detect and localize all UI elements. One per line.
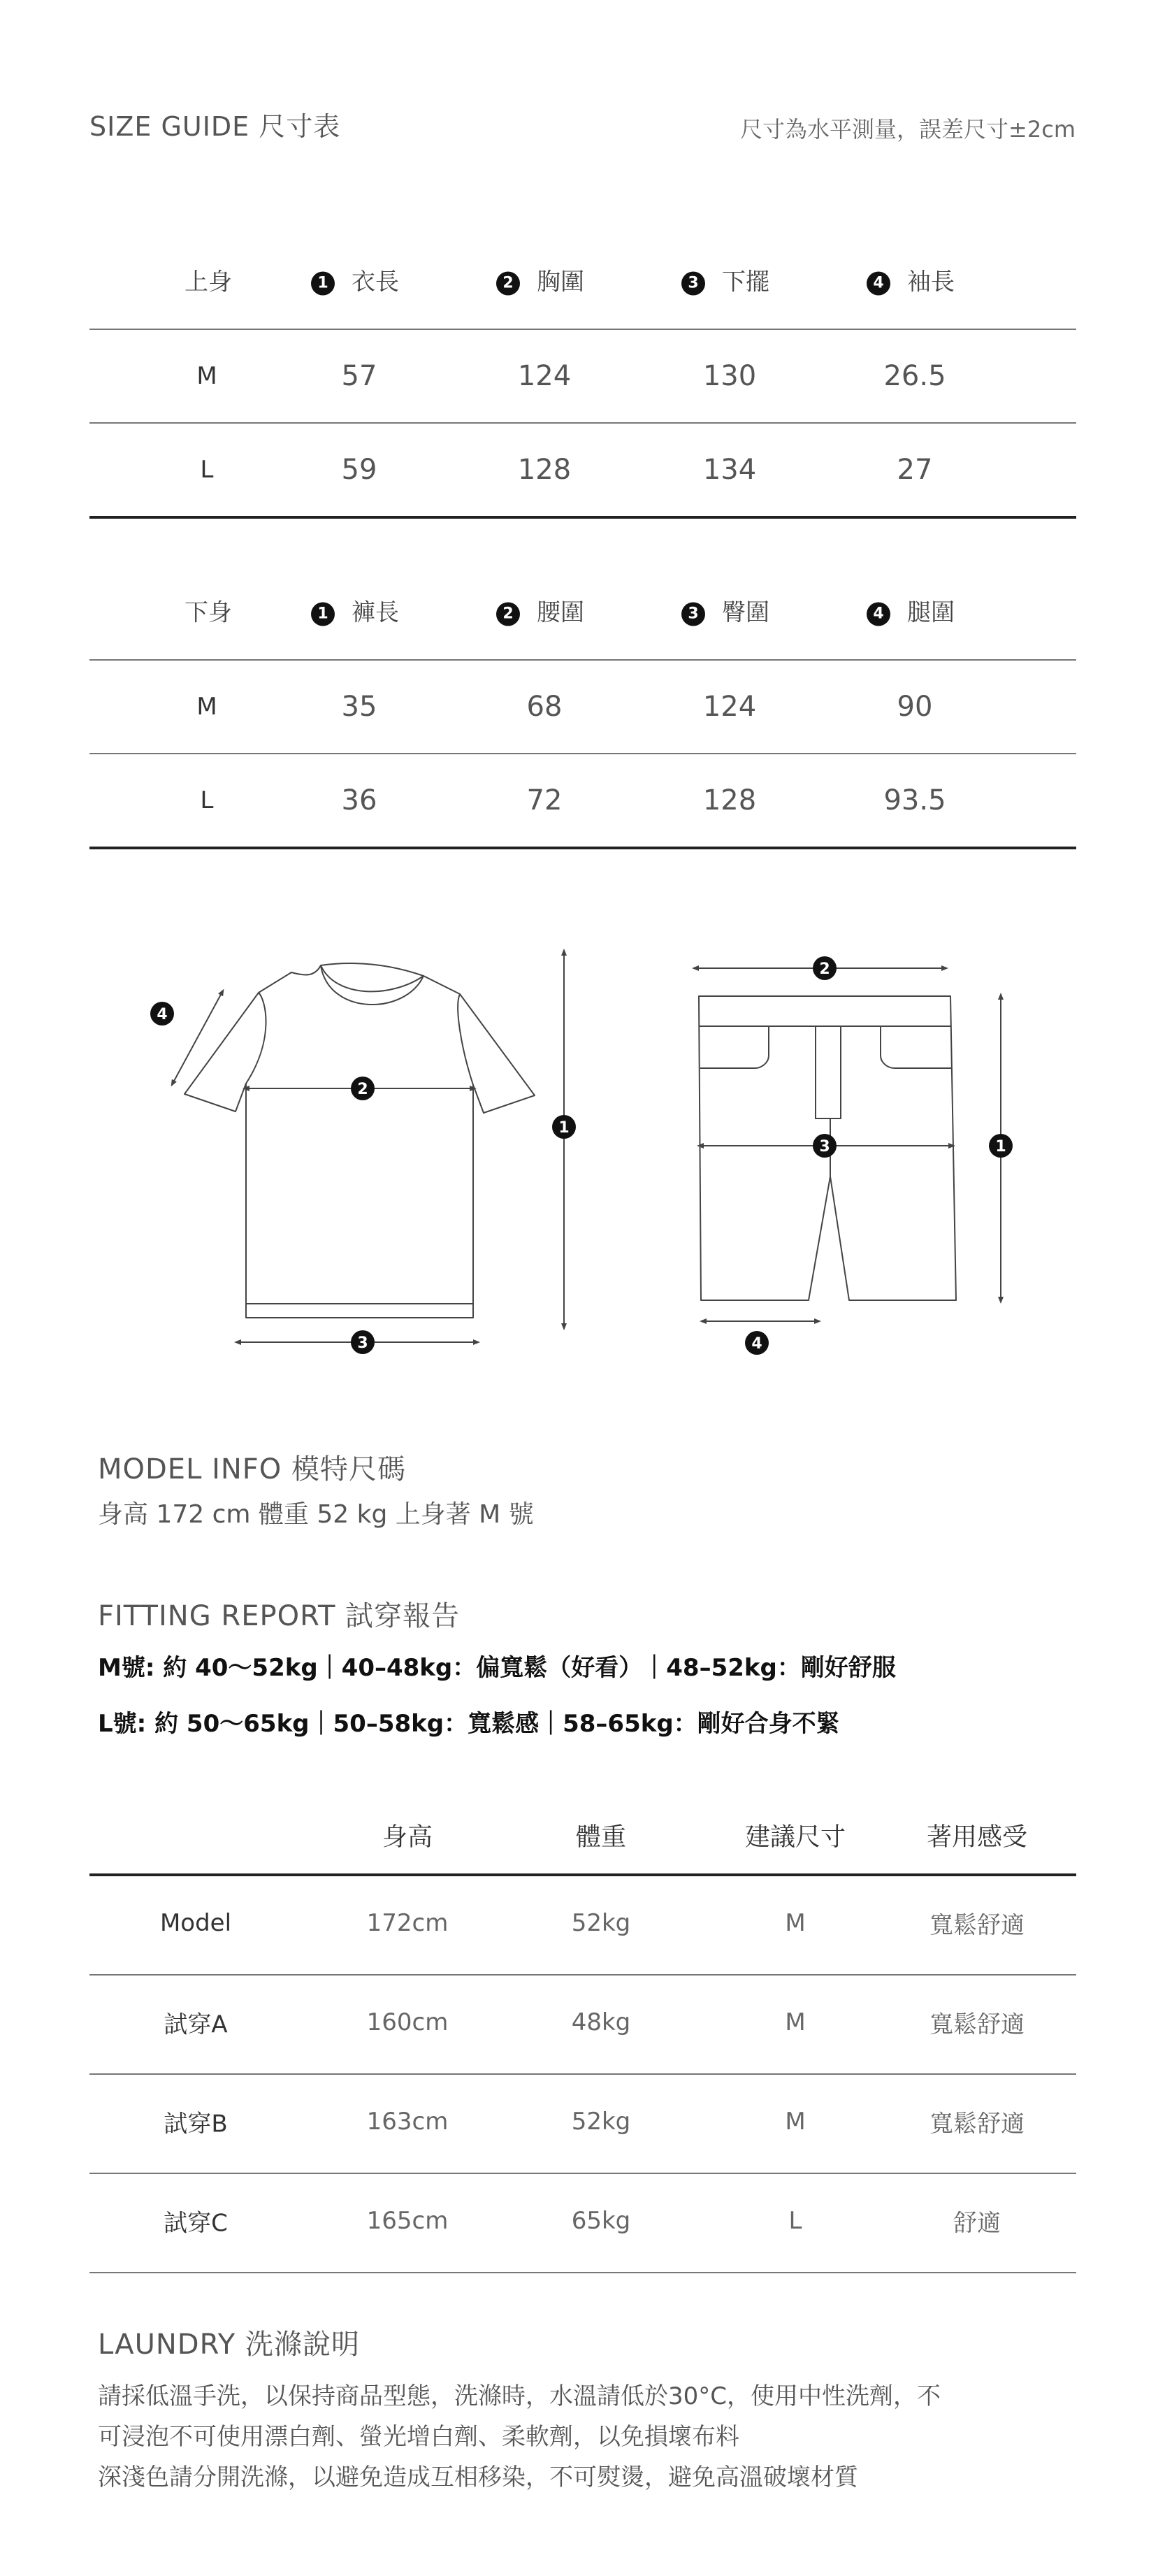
laundry-line: 深淺色請分開洗滌，以避免造成互相移染，不可熨燙，避免高溫破壞材質 bbox=[98, 2463, 858, 2491]
svg-text:2: 2 bbox=[357, 1081, 368, 1098]
table-cell: 57 bbox=[341, 360, 377, 392]
table-cell: 93.5 bbox=[883, 784, 946, 816]
tshirt-mark-4 bbox=[150, 1002, 174, 1026]
laundry-title: LAUNDRY 洗滌說明 bbox=[98, 2329, 360, 2361]
column-header: 建議尺寸 bbox=[744, 1822, 846, 1852]
table-cell: 35 bbox=[341, 691, 377, 723]
table-cell: 165cm bbox=[366, 2207, 449, 2236]
column-header: 4 袖長 bbox=[867, 263, 955, 297]
measurement-note: 尺寸為水平測量，誤差尺寸±2cm bbox=[740, 116, 1076, 143]
table-cell: 124 bbox=[702, 691, 757, 723]
table-row bbox=[89, 1976, 1076, 2075]
table-cell: 65kg bbox=[571, 2207, 631, 2236]
table-cell: 48kg bbox=[571, 2008, 631, 2037]
shorts-mark-1 bbox=[989, 1134, 1013, 1158]
column-header: 3 臀圍 bbox=[681, 593, 769, 628]
column-header: 1 衣長 bbox=[311, 263, 399, 297]
table-cell: 27 bbox=[897, 454, 933, 486]
table-cell: 52kg bbox=[571, 2108, 631, 2136]
bottom-size-table bbox=[89, 561, 1076, 849]
fitting-report-line-l: L號: 約 50～65kg｜50–58kg：寬鬆感｜58–65kg：剛好合身不緊 bbox=[98, 1710, 840, 1738]
row-label: 試穿B bbox=[164, 2110, 228, 2138]
table-row bbox=[89, 1876, 1076, 1976]
table-cell: 90 bbox=[897, 691, 933, 723]
table-cell: M bbox=[785, 2008, 806, 2037]
fitting-report-title: FITTING REPORT 試穿報告 bbox=[98, 1600, 461, 1632]
shorts-mark-2 bbox=[813, 956, 837, 980]
svg-text:3: 3 bbox=[819, 1138, 830, 1156]
table-header-row bbox=[89, 561, 1076, 661]
table-header-row bbox=[89, 1797, 1076, 1876]
shorts-mark-4 bbox=[745, 1331, 769, 1355]
fitting-table bbox=[89, 1797, 1076, 2273]
row-label: Model bbox=[159, 1909, 232, 1938]
column-header: 2 胸圍 bbox=[496, 263, 584, 297]
laundry-line: 可浸泡不可使用漂白劑、螢光增白劑、柔軟劑，以免損壞布料 bbox=[98, 2423, 739, 2451]
table-cell: M bbox=[785, 2108, 806, 2136]
fitting-report-line-m: M號: 約 40～52kg｜40–48kg：偏寬鬆（好看）｜48–52kg：剛好舒服 bbox=[98, 1654, 896, 1682]
number-badge-icon: 3 bbox=[681, 602, 705, 626]
column-header: 著用感受 bbox=[926, 1822, 1028, 1852]
model-info-text: 身高 172 cm 體重 52 kg 上身著 M 號 bbox=[98, 1500, 534, 1529]
table-cell: 72 bbox=[526, 784, 563, 816]
measurement-diagram bbox=[126, 923, 1034, 1370]
table-cell: M bbox=[785, 1909, 806, 1938]
table-cell: 130 bbox=[702, 360, 757, 392]
column-header: 4 腿圍 bbox=[867, 593, 955, 628]
table-section-label: 下身 bbox=[184, 598, 232, 627]
svg-text:2: 2 bbox=[819, 960, 830, 978]
size-label: L bbox=[200, 456, 214, 484]
size-label: M bbox=[196, 693, 217, 721]
number-badge-icon: 4 bbox=[867, 271, 890, 295]
table-cell: 59 bbox=[341, 454, 377, 486]
svg-text:1: 1 bbox=[995, 1138, 1006, 1156]
column-header: 1 褲長 bbox=[311, 593, 399, 628]
table-cell: 寬鬆舒適 bbox=[929, 2010, 1025, 2039]
table-section-label: 上身 bbox=[184, 268, 232, 296]
svg-text:4: 4 bbox=[751, 1335, 762, 1353]
size-label: M bbox=[196, 362, 217, 390]
table-cell: L bbox=[788, 2207, 802, 2236]
column-header: 3 下擺 bbox=[681, 263, 769, 297]
table-cell: 128 bbox=[517, 454, 572, 486]
table-row bbox=[89, 424, 1076, 519]
table-cell: 124 bbox=[517, 360, 572, 392]
table-row bbox=[89, 754, 1076, 849]
table-cell: 舒適 bbox=[953, 2209, 1001, 2238]
table-row bbox=[89, 661, 1076, 754]
table-cell: 26.5 bbox=[883, 360, 946, 392]
table-cell: 163cm bbox=[366, 2108, 449, 2136]
number-badge-icon: 2 bbox=[496, 271, 520, 295]
table-cell: 134 bbox=[702, 454, 757, 486]
shorts-mark-3 bbox=[813, 1134, 837, 1158]
number-badge-icon: 3 bbox=[681, 271, 705, 295]
top-size-table bbox=[89, 231, 1076, 519]
table-cell: 52kg bbox=[571, 1909, 631, 1938]
row-label: 試穿C bbox=[164, 2209, 228, 2238]
size-label: L bbox=[200, 786, 214, 814]
tshirt-mark-1 bbox=[552, 1115, 576, 1139]
laundry-line: 請採低溫手洗，以保持商品型態，洗滌時，水溫請低於30°C，使用中性洗劑，不 bbox=[98, 2382, 941, 2410]
table-cell: 寬鬆舒適 bbox=[929, 2110, 1025, 2138]
svg-text:1: 1 bbox=[558, 1119, 570, 1137]
number-badge-icon: 1 bbox=[311, 271, 335, 295]
table-cell: 68 bbox=[526, 691, 563, 723]
tshirt-mark-2 bbox=[351, 1077, 375, 1100]
column-header: 2 腰圍 bbox=[496, 593, 584, 628]
svg-text:4: 4 bbox=[157, 1006, 168, 1023]
number-badge-icon: 1 bbox=[311, 602, 335, 626]
svg-text:3: 3 bbox=[357, 1334, 368, 1352]
row-label: 試穿A bbox=[164, 2010, 228, 2039]
tshirt-measure-lines bbox=[173, 952, 564, 1342]
table-cell: 128 bbox=[702, 784, 757, 816]
table-header-row bbox=[89, 231, 1076, 330]
tshirt-mark-3 bbox=[351, 1330, 375, 1354]
table-cell: 36 bbox=[341, 784, 377, 816]
column-header: 體重 bbox=[575, 1822, 627, 1852]
page-title: SIZE GUIDE 尺寸表 bbox=[89, 111, 341, 142]
table-cell: 寬鬆舒適 bbox=[929, 1911, 1025, 1940]
page-header bbox=[89, 105, 1076, 147]
tshirt-drawing bbox=[184, 963, 535, 1318]
model-info-title: MODEL INFO 模特尺碼 bbox=[98, 1453, 406, 1485]
number-badge-icon: 4 bbox=[867, 602, 890, 626]
table-row bbox=[89, 2174, 1076, 2273]
table-row bbox=[89, 2075, 1076, 2174]
table-row bbox=[89, 330, 1076, 424]
number-badge-icon: 2 bbox=[496, 602, 520, 626]
column-header: 身高 bbox=[382, 1822, 433, 1852]
table-cell: 160cm bbox=[366, 2008, 449, 2037]
table-cell: 172cm bbox=[366, 1909, 449, 1938]
